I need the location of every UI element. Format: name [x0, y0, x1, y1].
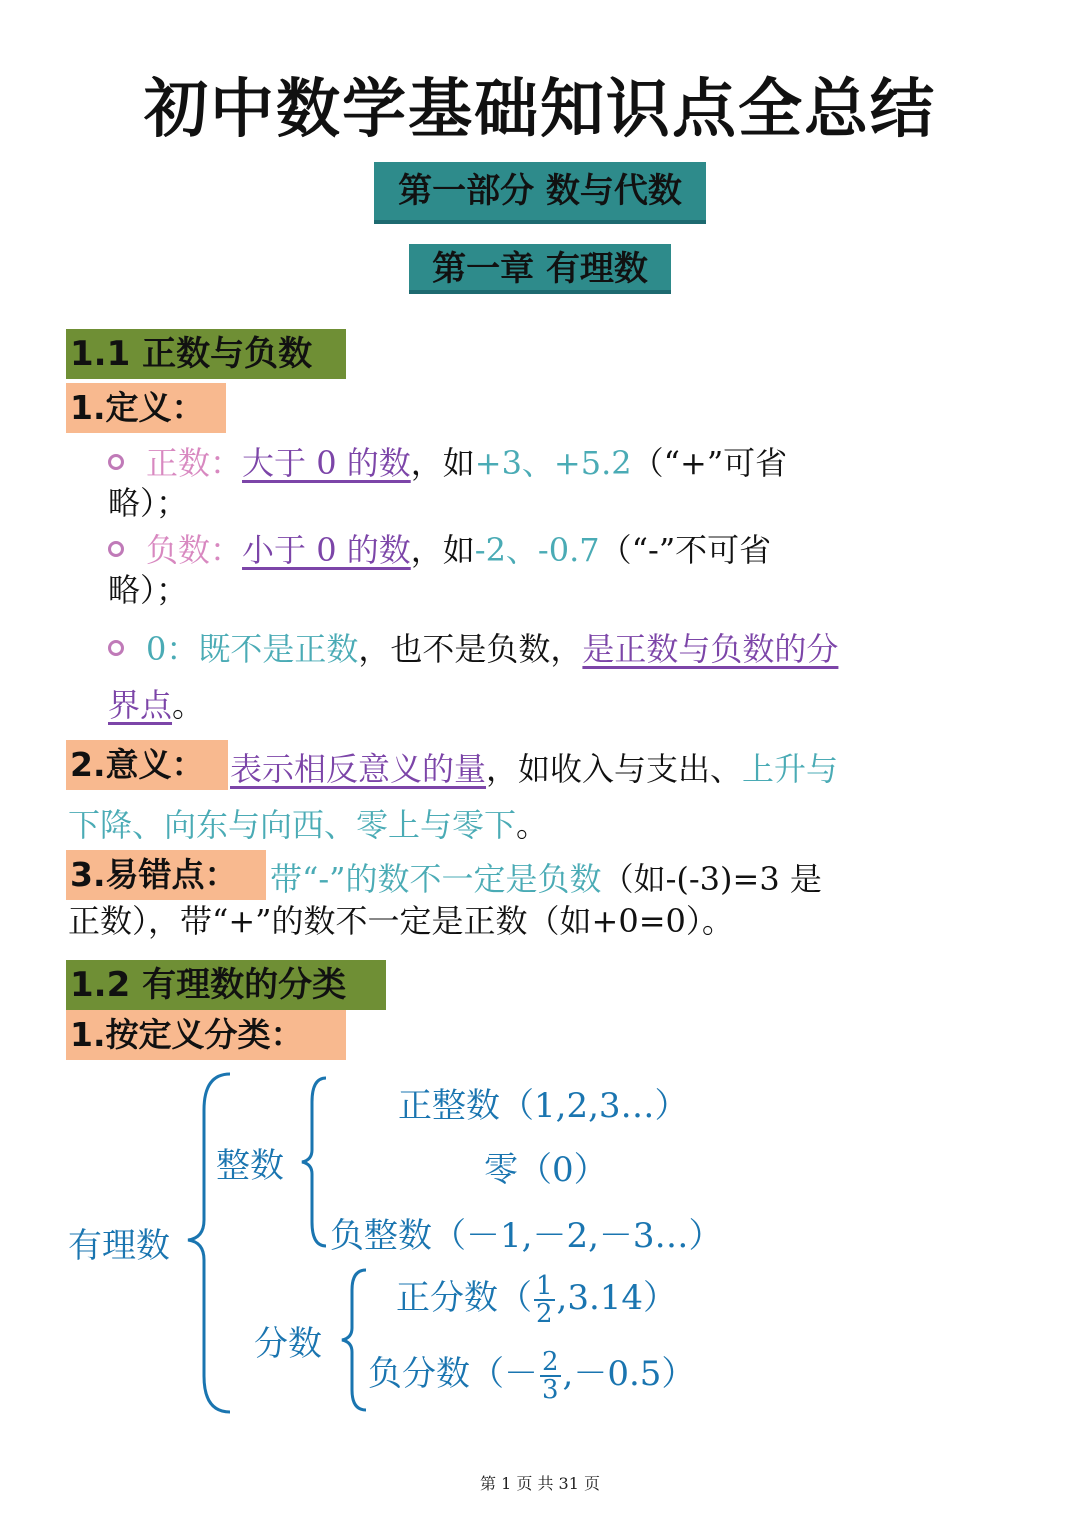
- zero-desc2: ，也不是负数，: [358, 630, 583, 668]
- meaning-text: ，如收入与支出、: [486, 750, 743, 788]
- zero-emph2: 界点: [108, 686, 173, 724]
- meaning-emph: 表示相反意义的量: [230, 750, 487, 788]
- neg-frac-num: 2: [542, 1347, 559, 1377]
- bullet-icon: [108, 454, 124, 470]
- meaning-line2: [68, 800, 548, 846]
- fraction-one-half: [534, 1273, 555, 1327]
- tree-negative-integer: 负整数（－1,－2,－3…）: [330, 1216, 723, 1256]
- pitfall-a: 带“-”的数: [270, 860, 410, 898]
- meaning-ex2: 下降、向东与向西、零上与零下: [68, 806, 517, 844]
- zero-end: 。: [172, 686, 205, 724]
- neg-frac-pre: 负分数（－: [368, 1354, 538, 1394]
- negative-cont: 略）；: [108, 571, 189, 609]
- brace-root-icon: [180, 1070, 240, 1420]
- negative-definition: [108, 525, 771, 571]
- meaning-line1: [230, 744, 838, 790]
- positive-def: 大于 0 的数: [242, 444, 411, 482]
- zero-cont: [108, 680, 204, 726]
- pos-frac-post: ,3.14）: [556, 1278, 678, 1318]
- tree-root: 有理数: [68, 1226, 170, 1266]
- positive-definition: [108, 438, 787, 484]
- negative-examples: -2、-0.7: [474, 531, 600, 569]
- positive-sep: ，如: [410, 444, 475, 482]
- pitfall-line1: [270, 854, 822, 900]
- section-heading-1-1: 1.1 正数与负数: [66, 329, 346, 379]
- section-heading-1-2: 1.2 有理数的分类: [66, 960, 386, 1010]
- tree-positive-integer: 正整数（1,2,3…）: [398, 1086, 689, 1126]
- pos-frac-pre: 正分数（: [396, 1278, 532, 1318]
- tree-positive-fraction: [396, 1270, 677, 1327]
- tree-negative-fraction: [368, 1346, 695, 1403]
- zero-definition: [108, 624, 838, 670]
- tree-fraction: 分数: [254, 1324, 322, 1364]
- positive-examples: +3、+5.2: [474, 444, 632, 482]
- bullet-icon: [108, 640, 124, 656]
- negative-note: （“-”不可省: [599, 531, 772, 569]
- meaning-end: 。: [516, 806, 549, 844]
- bullet-icon: [108, 541, 124, 557]
- positive-cont: 略）；: [108, 484, 189, 522]
- pitfall-b: 不一定是负数: [409, 860, 602, 898]
- page-title: 初中数学基础知识点全总结: [144, 73, 936, 147]
- page-footer: 第 1 页 共 31 页: [480, 1474, 600, 1493]
- subheading-pitfall: 3.易错点：: [66, 850, 266, 900]
- negative-label: 负数：: [146, 531, 243, 569]
- negative-sep: ，如: [410, 531, 475, 569]
- pos-frac-num: 1: [536, 1271, 553, 1301]
- subheading-meaning: 2.意义：: [66, 740, 228, 790]
- subheading-definition: 1.定义：: [66, 383, 226, 433]
- meaning-ex1: 上升与: [742, 750, 839, 788]
- positive-label: 正数：: [146, 444, 243, 482]
- pos-frac-den: 2: [536, 1299, 553, 1329]
- negative-def: 小于 0 的数: [242, 531, 411, 569]
- zero-label: 0：: [146, 630, 199, 668]
- neg-frac-den: 3: [542, 1375, 559, 1405]
- zero-desc1: 既不是正数: [198, 630, 359, 668]
- pitfall-c: （如-(-3)=3 是: [601, 860, 822, 898]
- tree-zero: 零（0）: [484, 1150, 608, 1190]
- subheading-classification: 1.按定义分类：: [66, 1010, 346, 1060]
- chapter-title: 第一章 有理数: [409, 244, 671, 294]
- zero-emph: 是正数与负数的分: [582, 630, 839, 668]
- fraction-two-thirds: [540, 1349, 561, 1403]
- part-title: 第一部分 数与代数: [374, 162, 706, 224]
- positive-note: （“+”可省: [631, 444, 788, 482]
- tree-integer: 整数: [216, 1146, 284, 1186]
- neg-frac-post: ,－0.5）: [562, 1354, 696, 1394]
- pitfall-line2: 正数），带“+”的数不一定是正数（如+0=0）。: [68, 902, 734, 940]
